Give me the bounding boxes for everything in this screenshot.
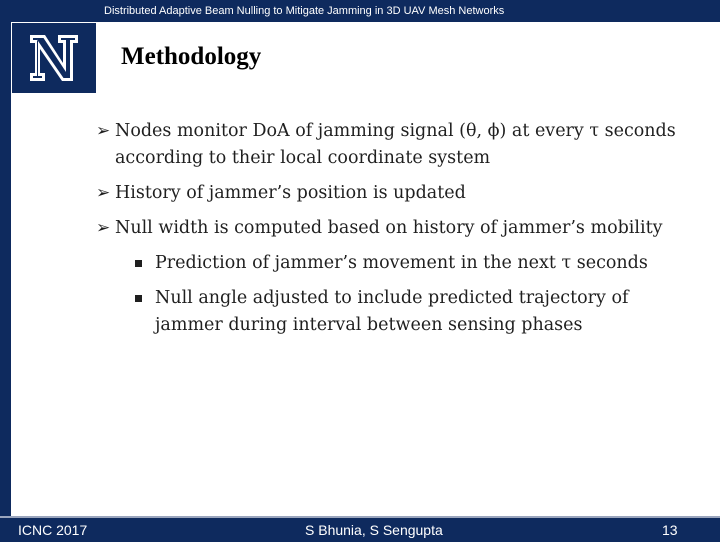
header-bar — [0, 0, 720, 22]
footer-conference: ICNC 2017 — [18, 522, 88, 538]
list-item — [96, 118, 696, 172]
university-logo — [12, 23, 96, 93]
presentation-title: Distributed Adaptive Beam Nulling to Mitigate Jamming in 3D UAV Mesh Networks — [104, 5, 505, 17]
bullet-text: Nodes monitor DoA of jamming signal (θ, ϕ) at every τ seconds according to their local coordinate system — [115, 121, 676, 168]
arrow-bullet-icon: ➢ — [96, 183, 111, 203]
bullet-text: Null width is computed based on history of jammer’s mobility — [115, 218, 663, 238]
sub-list-item — [96, 285, 696, 339]
sub-bullet-text: Prediction of jammer’s movement in the next τ seconds — [155, 253, 648, 273]
slide-number: 13 — [662, 522, 678, 538]
sub-list-item — [96, 250, 696, 277]
square-bullet-icon — [135, 260, 142, 267]
n-logo-icon — [12, 23, 96, 93]
list-item — [96, 215, 696, 242]
footer-authors: S Bhunia, S Sengupta — [305, 522, 443, 538]
slide-heading: Methodology — [121, 43, 262, 70]
arrow-bullet-icon: ➢ — [96, 121, 111, 141]
slide-content — [96, 118, 696, 347]
bullet-text: History of jammer’s position is updated — [115, 183, 466, 203]
list-item — [96, 180, 696, 207]
sub-bullet-text: Null angle adjusted to include predicted trajectory of jammer during interval between sensing phases — [155, 288, 629, 335]
square-bullet-icon — [135, 295, 142, 302]
arrow-bullet-icon: ➢ — [96, 218, 111, 238]
left-accent-bar — [0, 0, 11, 540]
footer-bar — [0, 516, 720, 542]
